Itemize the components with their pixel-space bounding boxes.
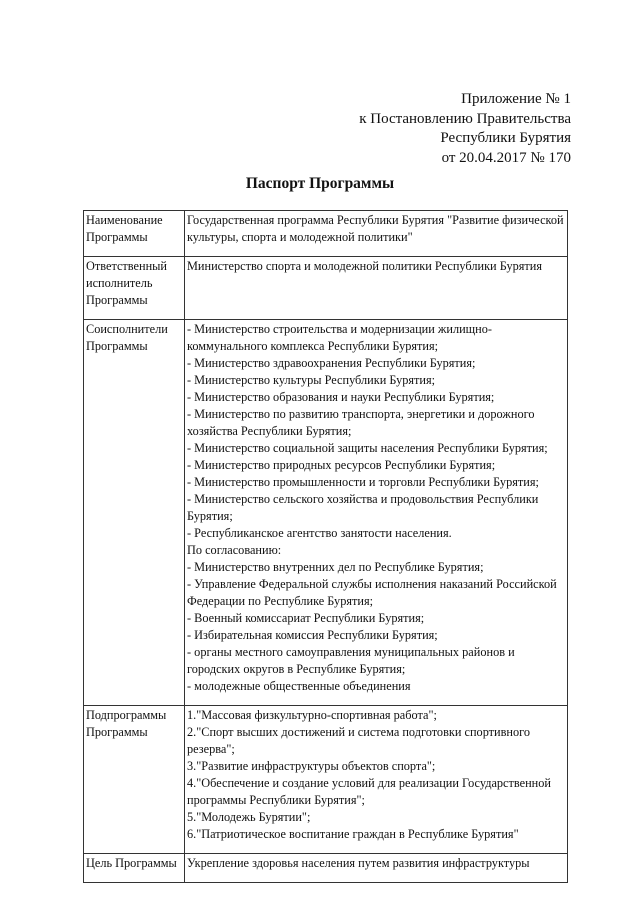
appendix-header — [359, 90, 571, 168]
list-item: По согласованию: — [187, 543, 282, 557]
list-item: - Министерство промышленности и торговли Республики Бурятия; — [187, 475, 539, 489]
list-item: - Министерство внутренних дел по Республике Бурятия; — [187, 560, 484, 574]
list-item: - Министерство строительства и модернизации жилищно-коммунального комплекса Республики Бурятия; — [187, 322, 492, 353]
list-item: 2."Спорт высших достижений и система подготовки спортивного резерва"; — [187, 725, 531, 756]
table-row — [84, 257, 568, 320]
list-item: - органы местного самоуправления муниципальных районов и городских округов в Республике Бурятия; — [187, 645, 515, 676]
list-item: - Управление Федеральной службы исполнения наказаний Российской Федерации по Республике Бурятия; — [187, 577, 557, 608]
passport-table — [83, 210, 568, 883]
list-item: 5."Молодежь Бурятии"; — [187, 810, 311, 824]
row-label: Соисполнители Программы — [84, 320, 185, 706]
row-value — [185, 320, 568, 706]
list-item: - Военный комиссариат Республики Бурятия; — [187, 611, 425, 625]
row-label: Ответственный исполнитель Программы — [84, 257, 185, 320]
list-item: - Избирательная комиссия Республики Бурятия; — [187, 628, 438, 642]
appendix-line: Приложение № 1 — [461, 91, 571, 107]
list-item: 1."Массовая физкультурно-спортивная работа"; — [187, 708, 437, 722]
row-label: Подпрограммы Программы — [84, 706, 185, 854]
list-item: - Министерство культуры Республики Бурятия; — [187, 373, 436, 387]
list-item: - Министерство сельского хозяйства и продовольствия Республики Бурятия; — [187, 492, 539, 523]
list-item: - Республиканское агентство занятости населения. — [187, 526, 452, 540]
document-title: Паспорт Программы — [245, 175, 395, 192]
table-row — [84, 854, 568, 883]
table-row — [84, 320, 568, 706]
row-value: Министерство спорта и молодежной политики Республики Бурятия — [185, 257, 568, 320]
appendix-line: к Постановлению Правительства — [359, 110, 571, 127]
list-item: - Министерство природных ресурсов Республики Бурятия; — [187, 458, 496, 472]
list-item: 4."Обеспечение и создание условий для реализации Государственной программы Республики Бурятия"; — [187, 776, 551, 807]
list-item: - Министерство по развитию транспорта, энергетики и дорожного хозяйства Республики Бурятия; — [187, 407, 535, 438]
appendix-line: Республики Бурятия — [440, 130, 571, 146]
row-label: Цель Программы — [84, 854, 185, 883]
row-value — [185, 706, 568, 854]
list-item: - Министерство социальной защиты населения Республики Бурятия; — [187, 441, 548, 455]
table-row — [84, 211, 568, 257]
list-item: - молодежные общественные объединения — [187, 679, 411, 693]
appendix-line: от 20.04.2017 № 170 — [441, 149, 571, 166]
list-item: - Министерство здравоохранения Республики Бурятия; — [187, 356, 476, 370]
list-item: - Министерство образования и науки Республики Бурятия; — [187, 390, 495, 404]
table-row — [84, 706, 568, 854]
list-item: 3."Развитие инфраструктуры объектов спорта"; — [187, 759, 436, 773]
row-value: Государственная программа Республики Бурятия "Развитие физической культуры, спорта и молодежной политики" — [185, 211, 568, 257]
row-label: Наименование Программы — [84, 211, 185, 257]
list-item: 6."Патриотическое воспитание граждан в Республике Бурятия" — [187, 827, 519, 841]
row-value: Укрепление здоровья населения путем развития инфраструктуры — [185, 854, 568, 883]
